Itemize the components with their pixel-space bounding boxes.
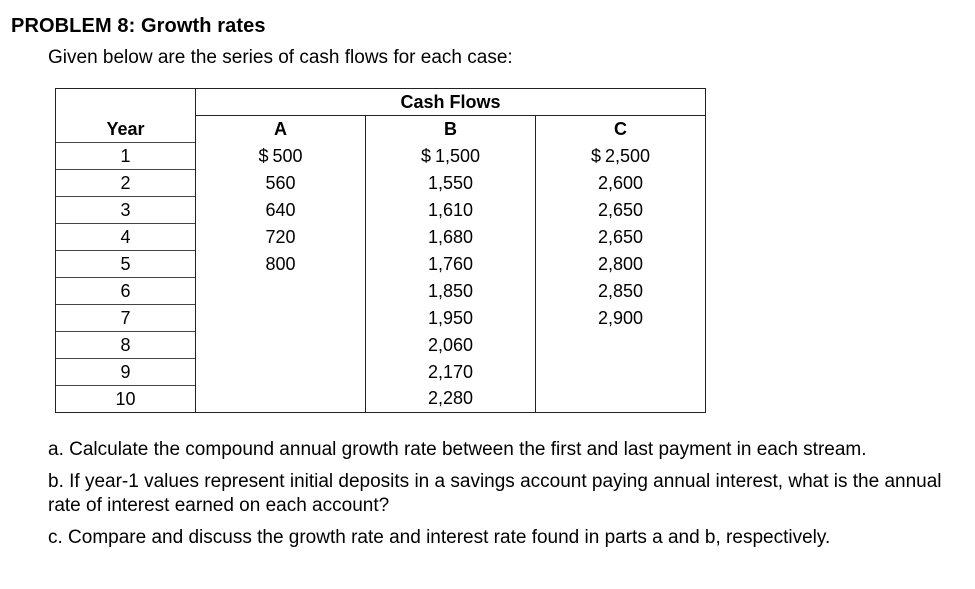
table-row <box>56 142 706 169</box>
cell-a <box>196 196 366 223</box>
cell-b <box>366 385 536 412</box>
year-cell: 8 <box>56 331 196 358</box>
cell-c <box>536 385 706 412</box>
cell-c <box>536 196 706 223</box>
table-row <box>56 304 706 331</box>
cell-value: 1,550 <box>427 172 474 193</box>
cell-a <box>196 223 366 250</box>
cell-a <box>196 250 366 277</box>
cell-a <box>196 331 366 358</box>
year-cell: 5 <box>56 250 196 277</box>
question-c: c. Compare and discuss the growth rate and interest rate found in parts a and b, respectively. <box>48 527 831 548</box>
col-header-a: A <box>196 116 366 143</box>
cell-value: 2,280 <box>427 388 474 409</box>
cell-b <box>366 277 536 304</box>
cell-c <box>536 142 706 169</box>
cell-b <box>366 304 536 331</box>
table-row <box>56 250 706 277</box>
table-row <box>56 358 706 385</box>
cash-flows-header: Cash Flows <box>196 89 706 116</box>
year-cell: 10 <box>56 385 196 412</box>
problem-title: PROBLEM 8: Growth rates <box>11 15 266 37</box>
cell-b <box>366 250 536 277</box>
cell-a <box>196 385 366 412</box>
cell-value: 2,900 <box>597 307 644 328</box>
cell-value: 640 <box>265 199 296 220</box>
cell-value: 1,850 <box>427 280 474 301</box>
table-row <box>56 331 706 358</box>
table-row <box>56 223 706 250</box>
cell-a <box>196 358 366 385</box>
cell-value: 720 <box>265 226 296 247</box>
currency-symbol: $ <box>258 145 269 166</box>
cell-value: 800 <box>265 253 296 274</box>
cell-value: 1,500 <box>434 145 481 166</box>
year-cell: 6 <box>56 277 196 304</box>
cell-b <box>366 196 536 223</box>
year-header-cell-top <box>56 89 196 116</box>
year-cell: 2 <box>56 169 196 196</box>
cell-b <box>366 142 536 169</box>
cash-flow-table <box>55 88 706 413</box>
cell-a <box>196 304 366 331</box>
cell-b <box>366 331 536 358</box>
cell-c <box>536 223 706 250</box>
cell-a <box>196 277 366 304</box>
cell-a <box>196 169 366 196</box>
col-header-b: B <box>366 116 536 143</box>
year-cell: 9 <box>56 358 196 385</box>
cell-value: 2,600 <box>597 172 644 193</box>
cell-value: 500 <box>272 145 303 166</box>
currency-symbol: $ <box>420 145 431 166</box>
col-header-c: C <box>536 116 706 143</box>
currency-symbol: $ <box>590 145 601 166</box>
year-cell: 7 <box>56 304 196 331</box>
cell-value: 1,950 <box>427 307 474 328</box>
questions <box>48 438 968 558</box>
year-cell: 1 <box>56 142 196 169</box>
cell-value: 2,650 <box>597 226 644 247</box>
cell-c <box>536 304 706 331</box>
cell-c <box>536 169 706 196</box>
cell-c <box>536 331 706 358</box>
cell-value: 1,610 <box>427 199 474 220</box>
cell-value: 560 <box>265 172 296 193</box>
cell-value: 2,500 <box>604 145 651 166</box>
cell-c <box>536 277 706 304</box>
table-row <box>56 385 706 412</box>
table-row <box>56 169 706 196</box>
table-row <box>56 277 706 304</box>
cell-c <box>536 250 706 277</box>
cell-a <box>196 142 366 169</box>
cell-value: 2,170 <box>427 361 474 382</box>
problem-subtitle: Given below are the series of cash flows for each case: <box>48 47 513 68</box>
year-cell: 4 <box>56 223 196 250</box>
question-b: b. If year-1 values represent initial deposits in a savings account paying annual interest, what is the annual rate of interest earned on each account? <box>48 471 942 516</box>
cell-value: 2,850 <box>597 280 644 301</box>
cell-b <box>366 169 536 196</box>
question-a: a. Calculate the compound annual growth rate between the first and last payment in each stream. <box>48 439 867 460</box>
table-row <box>56 196 706 223</box>
cell-value: 1,680 <box>427 226 474 247</box>
cell-value: 2,800 <box>597 253 644 274</box>
cell-value: 2,650 <box>597 199 644 220</box>
cell-b <box>366 358 536 385</box>
cell-value: 2,060 <box>427 334 474 355</box>
year-cell: 3 <box>56 196 196 223</box>
cell-value: 1,760 <box>427 253 474 274</box>
year-header: Year <box>56 116 196 143</box>
cell-c <box>536 358 706 385</box>
cell-b <box>366 223 536 250</box>
table-body <box>56 142 706 412</box>
